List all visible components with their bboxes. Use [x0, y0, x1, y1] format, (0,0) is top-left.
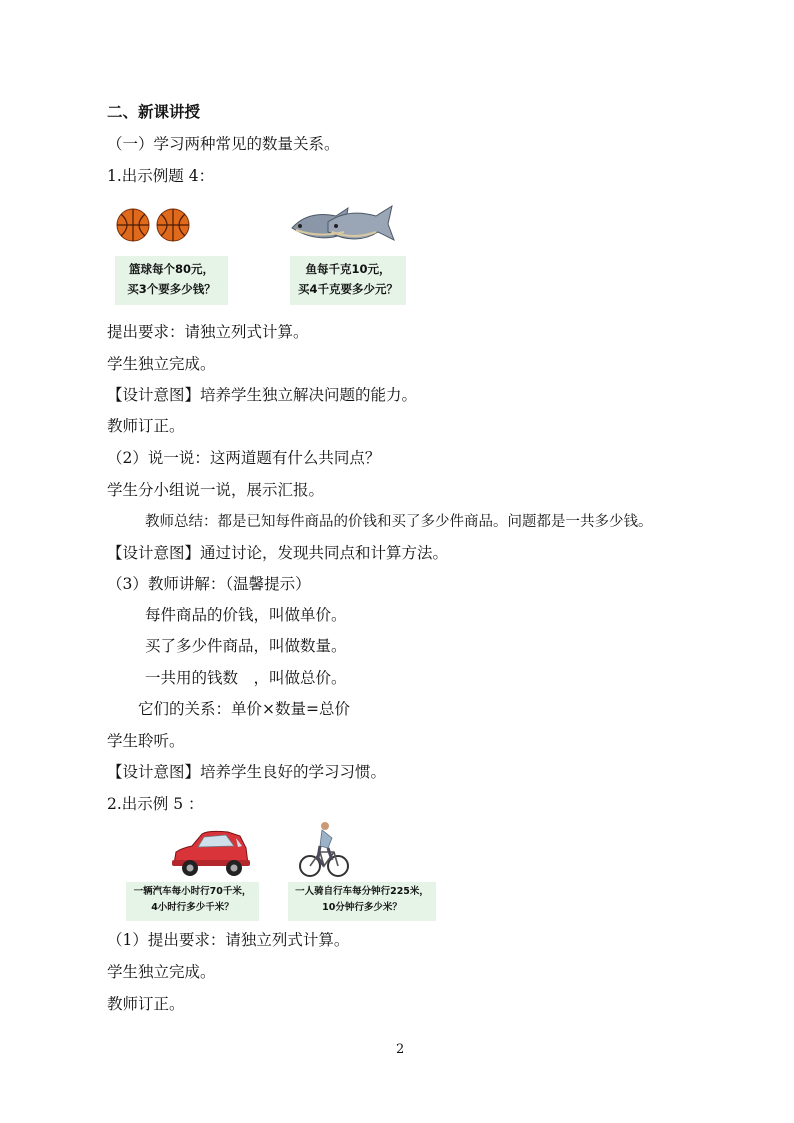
explain-title: （3）教师讲解：（温馨提示）: [107, 575, 311, 593]
design-intent-line: 【设计意图】通过讨论，发现共同点和计算方法。: [107, 544, 449, 562]
section-title: 二、新课讲授: [107, 102, 201, 121]
explain-line: 一共用的钱数 ，叫做总价。: [145, 669, 347, 687]
text-line: 学生聆听。: [107, 732, 185, 750]
cyclist-image: [298, 820, 350, 880]
text-line: 学生分小组说一说，展示汇报。: [107, 481, 325, 499]
example-4-title: 1.出示例题 4：: [107, 167, 215, 185]
example-5-problem-car: 一辆汽车每小时行70千米， 4小时行多少千米？: [126, 882, 259, 921]
text-line: 学生独立完成。: [107, 355, 216, 373]
example-4-problem-fish: 鱼每千克10元， 买4千克要多少元？: [290, 256, 406, 305]
design-intent-line: 【设计意图】培养学生良好的学习习惯。: [107, 763, 387, 781]
car-image: [168, 828, 252, 880]
basketball-image: [115, 207, 195, 245]
text-line: 提出要求：请独立列式计算。: [107, 323, 309, 341]
teacher-summary: 教师总结：都是已知每件商品的价钱和买了多少件商品。问题都是一共多少钱。: [145, 514, 653, 530]
fish-image: [288, 202, 398, 248]
text-line: 教师订正。: [107, 417, 185, 435]
example-5-title: 2.出示例 5 ：: [107, 795, 204, 813]
example-5-problem-bicycle: 一人骑自行车每分钟行225米， 10分钟行多少米？: [288, 882, 436, 921]
text-line: （1）提出要求：请独立列式计算。: [107, 931, 350, 949]
explain-line: 买了多少件商品，叫做数量。: [145, 637, 347, 655]
text-line: 教师订正。: [107, 995, 185, 1013]
subsection-heading: （一）学习两种常见的数量关系。: [107, 135, 340, 153]
explain-line: 每件商品的价钱，叫做单价。: [145, 606, 347, 624]
page-number: 2: [396, 1042, 405, 1057]
text-line: 学生独立完成。: [107, 963, 216, 981]
relation-line: 它们的关系：单价×数量=总价: [138, 700, 350, 718]
design-intent-line: 【设计意图】培养学生独立解决问题的能力。: [107, 386, 418, 404]
example-4-problem-basketball: 篮球每个80元， 买3个要多少钱？: [115, 256, 228, 305]
question-line: （2）说一说：这两道题有什么共同点？: [107, 449, 381, 467]
